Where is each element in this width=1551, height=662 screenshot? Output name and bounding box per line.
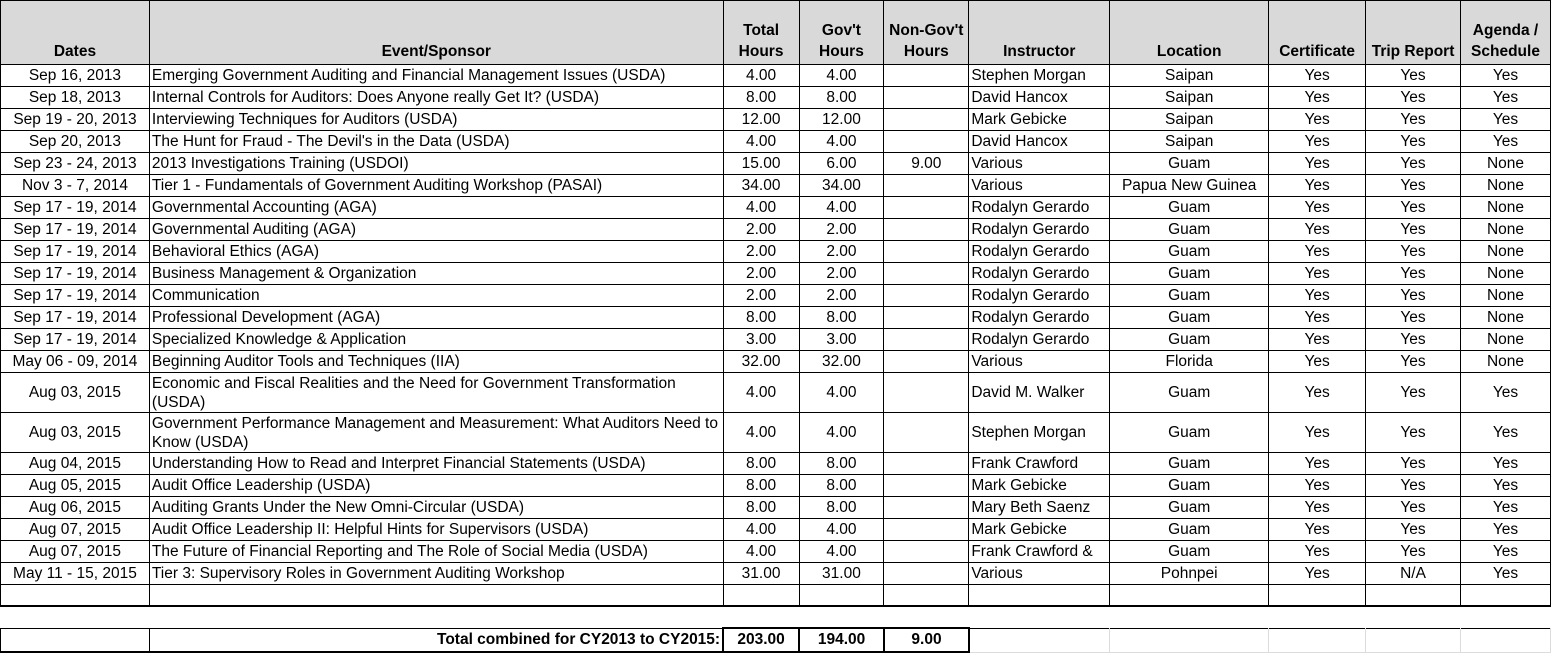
cell-date: Aug 03, 2015 bbox=[1, 373, 150, 413]
table-row bbox=[1, 413, 1551, 453]
cell-location: Florida bbox=[1110, 351, 1269, 373]
table-row bbox=[1, 351, 1551, 373]
table-row bbox=[1, 131, 1551, 153]
cell-event: Business Management & Organization bbox=[149, 263, 723, 285]
cell-location: Guam bbox=[1110, 197, 1269, 219]
cell-date: Sep 17 - 19, 2014 bbox=[1, 219, 150, 241]
cell-gov-hours: 8.00 bbox=[799, 87, 884, 109]
table-row bbox=[1, 219, 1551, 241]
cell-location: Saipan bbox=[1110, 65, 1269, 87]
cell-location: Guam bbox=[1110, 285, 1269, 307]
cell-location: Guam bbox=[1110, 541, 1269, 563]
cell-total-hours: 4.00 bbox=[723, 541, 799, 563]
cell-date: Aug 05, 2015 bbox=[1, 475, 150, 497]
cell-certificate: Yes bbox=[1269, 175, 1366, 197]
cell-instructor: Stephen Morgan bbox=[969, 65, 1110, 87]
cell-date: Nov 3 - 7, 2014 bbox=[1, 175, 150, 197]
cell-trip-report: Yes bbox=[1366, 263, 1461, 285]
cell-event: 2013 Investigations Training (USDOI) bbox=[149, 153, 723, 175]
cell-certificate: Yes bbox=[1269, 497, 1366, 519]
cell-instructor: Various bbox=[969, 175, 1110, 197]
cell-location: Guam bbox=[1110, 519, 1269, 541]
header-location: Location bbox=[1110, 1, 1269, 65]
cell-nongov-hours bbox=[884, 351, 969, 373]
cell-trip-report: Yes bbox=[1366, 109, 1461, 131]
cell-trip-report: Yes bbox=[1366, 453, 1461, 475]
cell-nongov-hours bbox=[884, 109, 969, 131]
empty-cell bbox=[799, 585, 884, 607]
cell-instructor: Frank Crawford & bbox=[969, 541, 1110, 563]
cell-event: Tier 1 - Fundamentals of Government Auditing Workshop (PASAI) bbox=[149, 175, 723, 197]
cell-certificate: Yes bbox=[1269, 329, 1366, 351]
cell-certificate: Yes bbox=[1269, 87, 1366, 109]
cell-instructor: David Hancox bbox=[969, 87, 1110, 109]
header-total-hours: Total Hours bbox=[723, 1, 799, 65]
header-trip-report: Trip Report bbox=[1366, 1, 1461, 65]
table-row bbox=[1, 453, 1551, 475]
cell-date: Sep 23 - 24, 2013 bbox=[1, 153, 150, 175]
cell-trip-report: Yes bbox=[1366, 329, 1461, 351]
cell-event: Understanding How to Read and Interpret Financial Statements (USDA) bbox=[149, 453, 723, 475]
totals-table bbox=[0, 627, 1551, 653]
header-event: Event/Sponsor bbox=[149, 1, 723, 65]
totals-label: Total combined for CY2013 to CY2015: bbox=[149, 628, 723, 652]
cell-event: Governmental Accounting (AGA) bbox=[149, 197, 723, 219]
cell-trip-report: Yes bbox=[1366, 87, 1461, 109]
cell-agenda: None bbox=[1461, 153, 1551, 175]
cell-date: Aug 04, 2015 bbox=[1, 453, 150, 475]
cell-nongov-hours bbox=[884, 285, 969, 307]
table-row bbox=[1, 197, 1551, 219]
cell-trip-report: Yes bbox=[1366, 241, 1461, 263]
cell-total-hours: 2.00 bbox=[723, 263, 799, 285]
grid-cell bbox=[1366, 628, 1461, 652]
cell-nongov-hours bbox=[884, 219, 969, 241]
cell-gov-hours: 8.00 bbox=[799, 497, 884, 519]
cell-total-hours: 8.00 bbox=[723, 87, 799, 109]
cell-gov-hours: 2.00 bbox=[799, 263, 884, 285]
cell-certificate: Yes bbox=[1269, 307, 1366, 329]
cell-nongov-hours bbox=[884, 519, 969, 541]
cell-date: Sep 20, 2013 bbox=[1, 131, 150, 153]
cell-location: Saipan bbox=[1110, 109, 1269, 131]
cell-gov-hours: 12.00 bbox=[799, 109, 884, 131]
cell-date: May 11 - 15, 2015 bbox=[1, 563, 150, 585]
cell-trip-report: N/A bbox=[1366, 563, 1461, 585]
table-row bbox=[1, 563, 1551, 585]
table-row bbox=[1, 153, 1551, 175]
cell-gov-hours: 4.00 bbox=[799, 519, 884, 541]
cell-nongov-hours bbox=[884, 329, 969, 351]
cell-certificate: Yes bbox=[1269, 131, 1366, 153]
cell-date: Sep 16, 2013 bbox=[1, 65, 150, 87]
cell-event: Audit Office Leadership (USDA) bbox=[149, 475, 723, 497]
cell-location: Guam bbox=[1110, 413, 1269, 453]
cell-total-hours: 4.00 bbox=[723, 197, 799, 219]
cell-location: Pohnpei bbox=[1110, 563, 1269, 585]
cell-agenda: Yes bbox=[1461, 519, 1551, 541]
grid-cell bbox=[1269, 628, 1366, 652]
cell-instructor: Various bbox=[969, 351, 1110, 373]
cell-certificate: Yes bbox=[1269, 263, 1366, 285]
cell-gov-hours: 8.00 bbox=[799, 307, 884, 329]
header-agenda: Agenda / Schedule bbox=[1461, 1, 1551, 65]
cell-event: Emerging Government Auditing and Financial Management Issues (USDA) bbox=[149, 65, 723, 87]
cell-certificate: Yes bbox=[1269, 563, 1366, 585]
cell-instructor: Stephen Morgan bbox=[969, 413, 1110, 453]
empty-row bbox=[1, 585, 1551, 607]
cell-certificate: Yes bbox=[1269, 285, 1366, 307]
totals-spacer bbox=[1, 628, 150, 652]
cell-agenda: Yes bbox=[1461, 87, 1551, 109]
cell-nongov-hours bbox=[884, 241, 969, 263]
cell-certificate: Yes bbox=[1269, 519, 1366, 541]
cell-instructor: Mark Gebicke bbox=[969, 109, 1110, 131]
cell-agenda: None bbox=[1461, 175, 1551, 197]
cell-instructor: Rodalyn Gerardo bbox=[969, 307, 1110, 329]
cell-instructor: Rodalyn Gerardo bbox=[969, 241, 1110, 263]
cell-instructor: Rodalyn Gerardo bbox=[969, 285, 1110, 307]
cell-certificate: Yes bbox=[1269, 241, 1366, 263]
table-row bbox=[1, 307, 1551, 329]
cell-event: Professional Development (AGA) bbox=[149, 307, 723, 329]
cell-certificate: Yes bbox=[1269, 351, 1366, 373]
cell-instructor: Rodalyn Gerardo bbox=[969, 197, 1110, 219]
cell-instructor: David Hancox bbox=[969, 131, 1110, 153]
cell-gov-hours: 8.00 bbox=[799, 475, 884, 497]
cell-date: Sep 17 - 19, 2014 bbox=[1, 307, 150, 329]
cell-total-hours: 4.00 bbox=[723, 373, 799, 413]
cell-agenda: None bbox=[1461, 307, 1551, 329]
cell-agenda: None bbox=[1461, 197, 1551, 219]
cell-date: Sep 19 - 20, 2013 bbox=[1, 109, 150, 131]
cell-date: Sep 17 - 19, 2014 bbox=[1, 263, 150, 285]
header-gov-hours: Gov't Hours bbox=[799, 1, 884, 65]
cell-event: Governmental Auditing (AGA) bbox=[149, 219, 723, 241]
cell-trip-report: Yes bbox=[1366, 519, 1461, 541]
empty-cell bbox=[1110, 585, 1269, 607]
cell-event: Economic and Fiscal Realities and the Need for Government Transformation (USDA) bbox=[149, 373, 723, 413]
cell-certificate: Yes bbox=[1269, 413, 1366, 453]
cell-total-hours: 2.00 bbox=[723, 285, 799, 307]
cell-agenda: Yes bbox=[1461, 475, 1551, 497]
cell-gov-hours: 4.00 bbox=[799, 373, 884, 413]
totals-gov-hours: 194.00 bbox=[799, 628, 884, 652]
cell-nongov-hours bbox=[884, 413, 969, 453]
cell-certificate: Yes bbox=[1269, 373, 1366, 413]
cell-certificate: Yes bbox=[1269, 453, 1366, 475]
cell-nongov-hours bbox=[884, 307, 969, 329]
cell-total-hours: 4.00 bbox=[723, 413, 799, 453]
cell-location: Papua New Guinea bbox=[1110, 175, 1269, 197]
cell-gov-hours: 4.00 bbox=[799, 65, 884, 87]
cell-nongov-hours bbox=[884, 475, 969, 497]
empty-cell bbox=[1269, 585, 1366, 607]
cell-location: Guam bbox=[1110, 153, 1269, 175]
table-row bbox=[1, 541, 1551, 563]
header-certificate: Certificate bbox=[1269, 1, 1366, 65]
cell-location: Saipan bbox=[1110, 87, 1269, 109]
table-row bbox=[1, 519, 1551, 541]
empty-cell bbox=[723, 585, 799, 607]
cell-total-hours: 2.00 bbox=[723, 219, 799, 241]
cell-location: Guam bbox=[1110, 307, 1269, 329]
cell-total-hours: 34.00 bbox=[723, 175, 799, 197]
table-row bbox=[1, 475, 1551, 497]
cell-event: The Hunt for Fraud - The Devil's in the Data (USDA) bbox=[149, 131, 723, 153]
cell-total-hours: 31.00 bbox=[723, 563, 799, 585]
cell-gov-hours: 32.00 bbox=[799, 351, 884, 373]
cell-certificate: Yes bbox=[1269, 109, 1366, 131]
cell-agenda: None bbox=[1461, 329, 1551, 351]
cell-date: Aug 07, 2015 bbox=[1, 519, 150, 541]
cell-nongov-hours bbox=[884, 65, 969, 87]
cell-event: The Future of Financial Reporting and The Role of Social Media (USDA) bbox=[149, 541, 723, 563]
cell-nongov-hours bbox=[884, 131, 969, 153]
cell-event: Beginning Auditor Tools and Techniques (IIA) bbox=[149, 351, 723, 373]
cell-nongov-hours bbox=[884, 373, 969, 413]
cell-location: Guam bbox=[1110, 263, 1269, 285]
cell-agenda: Yes bbox=[1461, 65, 1551, 87]
cell-total-hours: 2.00 bbox=[723, 241, 799, 263]
cell-date: Sep 17 - 19, 2014 bbox=[1, 241, 150, 263]
cell-trip-report: Yes bbox=[1366, 65, 1461, 87]
cell-event: Tier 3: Supervisory Roles in Government Auditing Workshop bbox=[149, 563, 723, 585]
totals-row bbox=[1, 628, 1551, 652]
cell-gov-hours: 8.00 bbox=[799, 453, 884, 475]
header-instructor: Instructor bbox=[969, 1, 1110, 65]
totals-nongov-hours: 9.00 bbox=[884, 628, 969, 652]
cell-location: Guam bbox=[1110, 373, 1269, 413]
header-dates: Dates bbox=[1, 1, 150, 65]
cell-gov-hours: 4.00 bbox=[799, 413, 884, 453]
header-nongov-hours: Non-Gov't Hours bbox=[884, 1, 969, 65]
cell-date: May 06 - 09, 2014 bbox=[1, 351, 150, 373]
cell-nongov-hours bbox=[884, 87, 969, 109]
cell-location: Saipan bbox=[1110, 131, 1269, 153]
table-row bbox=[1, 87, 1551, 109]
cell-total-hours: 8.00 bbox=[723, 475, 799, 497]
cell-date: Sep 17 - 19, 2014 bbox=[1, 329, 150, 351]
cell-location: Guam bbox=[1110, 329, 1269, 351]
cell-instructor: Rodalyn Gerardo bbox=[969, 329, 1110, 351]
cell-trip-report: Yes bbox=[1366, 153, 1461, 175]
cell-trip-report: Yes bbox=[1366, 219, 1461, 241]
cell-date: Sep 17 - 19, 2014 bbox=[1, 197, 150, 219]
cell-nongov-hours: 9.00 bbox=[884, 153, 969, 175]
cell-date: Sep 17 - 19, 2014 bbox=[1, 285, 150, 307]
cell-trip-report: Yes bbox=[1366, 541, 1461, 563]
cell-total-hours: 8.00 bbox=[723, 497, 799, 519]
cell-nongov-hours bbox=[884, 541, 969, 563]
cell-total-hours: 12.00 bbox=[723, 109, 799, 131]
cell-event: Audit Office Leadership II: Helpful Hints for Supervisors (USDA) bbox=[149, 519, 723, 541]
cell-agenda: None bbox=[1461, 219, 1551, 241]
table-row bbox=[1, 329, 1551, 351]
cell-gov-hours: 4.00 bbox=[799, 197, 884, 219]
cell-gov-hours: 2.00 bbox=[799, 219, 884, 241]
grid-cell bbox=[1461, 628, 1551, 652]
cell-date: Aug 07, 2015 bbox=[1, 541, 150, 563]
cell-certificate: Yes bbox=[1269, 219, 1366, 241]
cell-certificate: Yes bbox=[1269, 197, 1366, 219]
cell-trip-report: Yes bbox=[1366, 175, 1461, 197]
cell-total-hours: 8.00 bbox=[723, 307, 799, 329]
cell-instructor: Mark Gebicke bbox=[969, 519, 1110, 541]
empty-cell bbox=[1366, 585, 1461, 607]
cell-total-hours: 8.00 bbox=[723, 453, 799, 475]
cell-total-hours: 4.00 bbox=[723, 519, 799, 541]
cell-date: Sep 18, 2013 bbox=[1, 87, 150, 109]
cell-gov-hours: 4.00 bbox=[799, 541, 884, 563]
cell-certificate: Yes bbox=[1269, 65, 1366, 87]
empty-cell bbox=[1461, 585, 1551, 607]
table-row bbox=[1, 285, 1551, 307]
cell-agenda: Yes bbox=[1461, 109, 1551, 131]
grid-cell bbox=[1110, 628, 1269, 652]
cell-agenda: Yes bbox=[1461, 563, 1551, 585]
cell-gov-hours: 3.00 bbox=[799, 329, 884, 351]
cell-event: Government Performance Management and Measurement: What Auditors Need to Know (USDA) bbox=[149, 413, 723, 453]
cell-trip-report: Yes bbox=[1366, 197, 1461, 219]
cell-nongov-hours bbox=[884, 263, 969, 285]
cell-location: Guam bbox=[1110, 475, 1269, 497]
cell-instructor: Frank Crawford bbox=[969, 453, 1110, 475]
cell-nongov-hours bbox=[884, 175, 969, 197]
cell-total-hours: 32.00 bbox=[723, 351, 799, 373]
cell-location: Guam bbox=[1110, 453, 1269, 475]
cell-total-hours: 15.00 bbox=[723, 153, 799, 175]
empty-cell bbox=[1, 585, 150, 607]
cell-certificate: Yes bbox=[1269, 153, 1366, 175]
table-row bbox=[1, 497, 1551, 519]
totals-total-hours: 203.00 bbox=[723, 628, 799, 652]
cell-agenda: None bbox=[1461, 351, 1551, 373]
table-row bbox=[1, 109, 1551, 131]
cell-total-hours: 4.00 bbox=[723, 131, 799, 153]
cell-location: Guam bbox=[1110, 497, 1269, 519]
cell-gov-hours: 31.00 bbox=[799, 563, 884, 585]
empty-cell bbox=[884, 585, 969, 607]
cell-event: Interviewing Techniques for Auditors (USDA) bbox=[149, 109, 723, 131]
cell-agenda: None bbox=[1461, 285, 1551, 307]
cell-agenda: Yes bbox=[1461, 131, 1551, 153]
cell-event: Communication bbox=[149, 285, 723, 307]
table-row bbox=[1, 373, 1551, 413]
cell-agenda: Yes bbox=[1461, 453, 1551, 475]
cell-gov-hours: 6.00 bbox=[799, 153, 884, 175]
table-row bbox=[1, 241, 1551, 263]
cell-agenda: Yes bbox=[1461, 373, 1551, 413]
cell-gov-hours: 2.00 bbox=[799, 241, 884, 263]
cell-instructor: Rodalyn Gerardo bbox=[969, 219, 1110, 241]
cell-event: Auditing Grants Under the New Omni-Circular (USDA) bbox=[149, 497, 723, 519]
cell-certificate: Yes bbox=[1269, 475, 1366, 497]
cell-instructor: David M. Walker bbox=[969, 373, 1110, 413]
cell-total-hours: 4.00 bbox=[723, 65, 799, 87]
cell-agenda: None bbox=[1461, 241, 1551, 263]
cell-date: Aug 03, 2015 bbox=[1, 413, 150, 453]
cell-gov-hours: 2.00 bbox=[799, 285, 884, 307]
cell-gov-hours: 4.00 bbox=[799, 131, 884, 153]
cell-nongov-hours bbox=[884, 453, 969, 475]
cell-trip-report: Yes bbox=[1366, 497, 1461, 519]
cell-agenda: Yes bbox=[1461, 541, 1551, 563]
cell-trip-report: Yes bbox=[1366, 307, 1461, 329]
cell-instructor: Rodalyn Gerardo bbox=[969, 263, 1110, 285]
table-row bbox=[1, 65, 1551, 87]
empty-cell bbox=[969, 585, 1110, 607]
cell-instructor: Various bbox=[969, 153, 1110, 175]
header-row bbox=[1, 1, 1551, 65]
cell-agenda: None bbox=[1461, 263, 1551, 285]
grid-cell bbox=[969, 628, 1110, 652]
cell-location: Guam bbox=[1110, 219, 1269, 241]
cell-instructor: Various bbox=[969, 563, 1110, 585]
cell-agenda: Yes bbox=[1461, 497, 1551, 519]
cell-trip-report: Yes bbox=[1366, 413, 1461, 453]
cell-event: Internal Controls for Auditors: Does Anyone really Get It? (USDA) bbox=[149, 87, 723, 109]
cell-trip-report: Yes bbox=[1366, 475, 1461, 497]
cell-trip-report: Yes bbox=[1366, 131, 1461, 153]
cell-instructor: Mark Gebicke bbox=[969, 475, 1110, 497]
cell-instructor: Mary Beth Saenz bbox=[969, 497, 1110, 519]
table-row bbox=[1, 263, 1551, 285]
cell-nongov-hours bbox=[884, 563, 969, 585]
cell-event: Specialized Knowledge & Application bbox=[149, 329, 723, 351]
cell-trip-report: Yes bbox=[1366, 285, 1461, 307]
cell-total-hours: 3.00 bbox=[723, 329, 799, 351]
cell-event: Behavioral Ethics (AGA) bbox=[149, 241, 723, 263]
cell-gov-hours: 34.00 bbox=[799, 175, 884, 197]
cell-date: Aug 06, 2015 bbox=[1, 497, 150, 519]
cell-trip-report: Yes bbox=[1366, 373, 1461, 413]
cell-trip-report: Yes bbox=[1366, 351, 1461, 373]
cell-agenda: Yes bbox=[1461, 413, 1551, 453]
cell-certificate: Yes bbox=[1269, 541, 1366, 563]
cell-location: Guam bbox=[1110, 241, 1269, 263]
cell-nongov-hours bbox=[884, 197, 969, 219]
table-row bbox=[1, 175, 1551, 197]
empty-cell bbox=[149, 585, 723, 607]
cell-nongov-hours bbox=[884, 497, 969, 519]
